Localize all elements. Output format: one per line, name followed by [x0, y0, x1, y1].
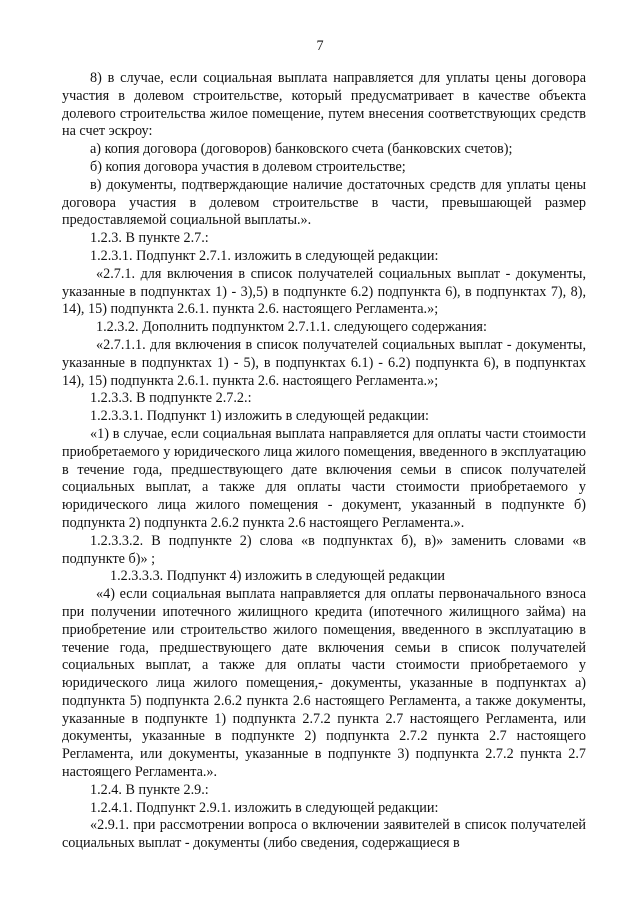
paragraph: 1.2.3.2. Дополнить подпунктом 2.7.1.1. следующего содержания:: [96, 319, 487, 336]
paragraph: «2.7.1.1. для включения в список получателей социальных выплат - документы, указанные в подпунктах 1) - 5), в подпунктах 6.1) - 6.2) подпункта 6), в подпунктах 14), 15) подпункта 2.6.1. пункта 2.6. настоящего Регламента.»;: [62, 336, 586, 389]
paragraph: «1) в случае, если социальная выплата направляется для оплаты части стоимости приобретаемого у юридического лица жилого помещения, введенного в эксплуатацию в течение года, предшествующего дате включения семьи в список получателей социальных выплат, а также для оплаты части стоимости приобретаемого у юридического лица жилого помещения - документ, указанный в подпункте б) подпункта 2) подпункта 2.6.2 пункта 2.6 настоящего Регламента.».: [62, 425, 586, 531]
paragraph: 1.2.3.3. В подпункте 2.7.2.:: [90, 390, 252, 407]
paragraph: 1.2.4.1. Подпункт 2.9.1. изложить в следующей редакции:: [90, 799, 439, 816]
paragraph: 1.2.3.1. Подпункт 2.7.1. изложить в следующей редакции:: [90, 247, 439, 264]
paragraph: 1.2.3.3.1. Подпункт 1) изложить в следующей редакции:: [90, 408, 429, 425]
paragraph: 1.2.3. В пункте 2.7.:: [90, 230, 209, 247]
paragraph: а) копия договора (договоров) банковского счета (банковских счетов);: [90, 141, 513, 158]
paragraph: «2.7.1. для включения в список получателей социальных выплат - документы, указанные в подпунктах 1) - 3),5) в подпункте 6.2) подпункта 6), в подпунктах 7), 8), 14), 15) подпункта 2.6.1. пункта 2.6. настоящего Регламента.»;: [62, 265, 586, 318]
page-number: 7: [316, 38, 324, 54]
paragraph: «2.9.1. при рассмотрении вопроса о включении заявителей в список получателей социальных выплат - документы (либо сведения, содержащиеся в: [62, 817, 586, 852]
paragraph: 1.2.3.3.2. В подпункте 2) слова «в подпунктах б), в)» заменить словами «в подпункте б)» ;: [62, 532, 586, 567]
paragraph: 1.2.4. В пункте 2.9.:: [90, 781, 209, 798]
document-body: [62, 70, 586, 853]
paragraph: в) документы, подтверждающие наличие достаточных средств для уплаты цены договора участия в долевом строительстве в части, превышающей размер предоставляемой социальной выплаты.».: [62, 176, 586, 229]
paragraph: «4) если социальная выплата направляется для оплаты первоначального взноса при получении ипотечного жилищного кредита (ипотечного жилищного займа) на приобретение или строительство жилого помещения, введенного в эксплуатацию в течение года, предшествующего дате включения семьи в список получателей социальных выплат, а также для оплаты части стоимости приобретаемого у юридического лица жилого помещения,- документы, указанные в подпунктах а) подпункта 5) подпункта 2.6.2 пункта 2.6 настоящего Регламента, а также документы, указанные в подпункте 1) подпункта 2.7.2 пункта 2.7 настоящего Регламента, или документы, указанные в подпункте 2) подпункта 2.7.2 пункта 2.7 настоящего Регламента, или документы, указанные в подпункте 3) подпункта 2.7.2 пункта 2.7 настоящего Регламента.».: [62, 586, 586, 781]
paragraph: б) копия договора участия в долевом строительстве;: [90, 158, 406, 175]
paragraph: 1.2.3.3.3. Подпункт 4) изложить в следующей редакции: [110, 568, 446, 585]
paragraph: 8) в случае, если социальная выплата направляется для уплаты цены договора участия в долевом строительстве, который предусматривает в качестве объекта долевого строительства жилое помещение, путем внесения соответствующих средств на счет эскроу:: [62, 70, 586, 140]
